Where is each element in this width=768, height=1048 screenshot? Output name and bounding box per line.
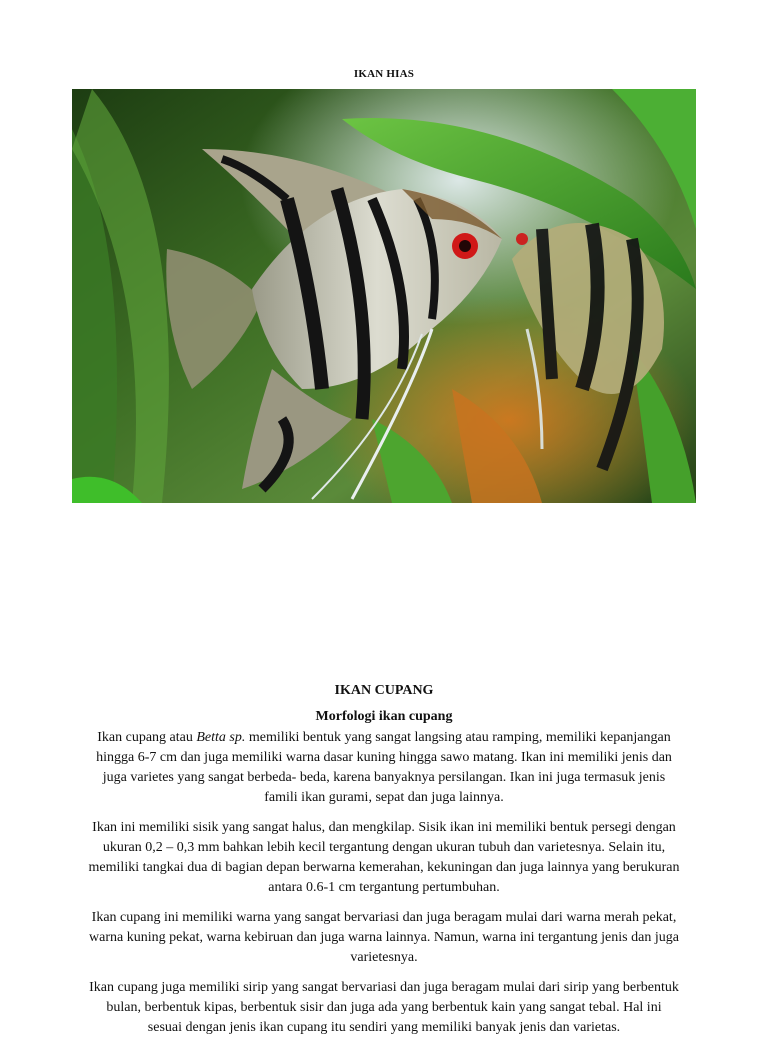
paragraph-2: Ikan ini memiliki sisik yang sangat halus, dan mengkilap. Sisik ikan ini memiliki bentuk persegi dengan ukuran 0,2 – 0,3 mm bahkan lebih kecil tergantung dengan ukuran tubuh dan varietesnya. Selain itu, memiliki tangkai dua di bagian depan berwarna kemerahan, kekuningan dan juga lainnya yang berukuran antara 0.6-1 cm tergantung pertumbuhan.: [88, 820, 680, 895]
paragraph-3: Ikan cupang ini memiliki warna yang sangat bervariasi dan juga beragam mulai dari warna merah pekat, warna kuning pekat, warna kebiruan dan juga warna lainnya. Namun, warna ini tergantung jenis dan juga varietesnya.: [89, 910, 679, 965]
sub-title: Morfologi ikan cupang: [315, 709, 453, 724]
paragraph-1-rest: memiliki bentuk yang sangat langsing atau ramping, memiliki kepanjangan hingga 6-7 cm dan juga memiliki warna dasar kuning hingga sawo matang. Ikan ini memiliki jenis dan juga varietes yang sangat berbeda- beda, karena banyaknya persilangan. Ikan ini juga termasuk jenis famili ikan gurami, sepat dan juga lainnya.: [96, 730, 672, 805]
paragraph-1-start: Ikan cupang atau: [97, 730, 197, 745]
angelfish-photo: [72, 89, 696, 503]
document-header: IKAN HIAS: [353, 68, 415, 80]
angelfish-illustration: [72, 89, 696, 503]
body-text: [88, 728, 680, 1048]
species-name: Betta sp.: [196, 730, 246, 745]
section-title: IKAN CUPANG: [334, 683, 434, 698]
paragraph-1: [88, 728, 680, 808]
paragraph-4: Ikan cupang juga memiliki sirip yang sangat bervariasi dan juga beragam mulai dari sirip yang berbentuk bulan, berbentuk kipas, berbentuk sisir dan juga ada yang berbentuk kain yang sangat tebal. Hal ini sesuai dengan jenis ikan cupang itu sendiri yang memiliki banyak jenis dan varietas.: [89, 980, 679, 1035]
